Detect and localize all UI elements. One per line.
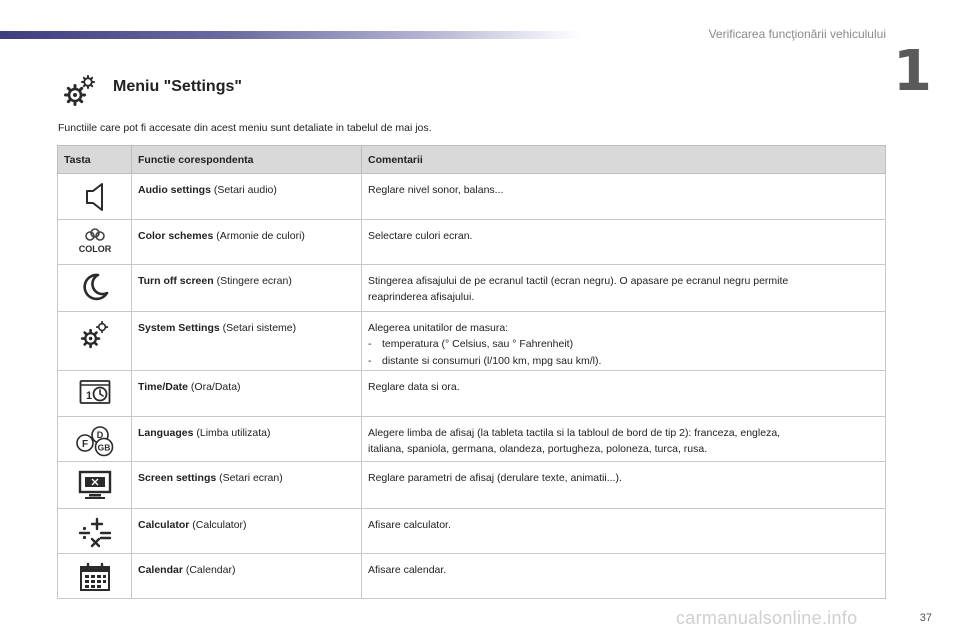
- table-row: [58, 265, 886, 312]
- function-name: Calculator: [138, 519, 190, 531]
- comment-text: Reglare data si ora.: [368, 381, 460, 393]
- function-name: Calendar: [138, 564, 183, 576]
- comment-text: Afisare calculator.: [368, 519, 451, 531]
- settings-table: [57, 145, 886, 599]
- language-label-gb: GB: [97, 442, 110, 453]
- language-label-f: F: [81, 439, 88, 450]
- function-translation: (Stingere ecran): [213, 275, 292, 287]
- comment-text: Reglare nivel sonor, balans...: [368, 184, 504, 196]
- intro-text: Functiile care pot fi accesate din acest meniu sunt detaliate in tabelul de mai jos.: [58, 122, 432, 134]
- table-row: [58, 220, 886, 265]
- function-name: Turn off screen: [138, 275, 214, 287]
- function-name-separator: /: [162, 381, 166, 393]
- page-number: 37: [919, 612, 932, 624]
- function-name: Color schemes: [138, 230, 214, 242]
- comment-text: italiana, spaniola, germana, olandeza, portugheza, poloneza, turca, rusa.: [368, 443, 708, 456]
- languages-icon: [75, 425, 115, 457]
- function-translation: (Setari audio): [210, 184, 277, 196]
- speaker-icon: [84, 182, 106, 212]
- comment-text: Reglare parametri de afisaj (derulare texte, animatii...).: [368, 472, 622, 484]
- list-item: - temperatura (° Celsius, sau ° Fahrenheit): [368, 338, 574, 351]
- function-name: System Settings: [138, 322, 220, 334]
- color-icon: [75, 228, 115, 254]
- language-label-d: D: [96, 430, 103, 440]
- comment-text: Alegerea unitatilor de masura:: [368, 322, 509, 334]
- function-translation: (Setari sisteme): [219, 322, 297, 334]
- section-title: Verificarea funcţionării vehiculului: [708, 27, 886, 41]
- function-name: Screen settings: [138, 472, 217, 484]
- table-row: [58, 509, 886, 554]
- table-row: [58, 554, 886, 599]
- function-translation: (Setari ecran): [216, 472, 283, 484]
- column-header-key: Tasta: [58, 146, 132, 174]
- chapter-number: 1: [893, 39, 932, 104]
- function-name: Audio settings: [138, 184, 211, 196]
- function-translation: (Ora/Data): [188, 381, 241, 393]
- comment-text: Alegere limba de afisaj (la tableta tactila si la tabloul de bord de tip 2): franceza, engleza,: [368, 427, 781, 439]
- watermark: carmanualsonline.info: [676, 608, 858, 628]
- table-header-row: [58, 146, 886, 174]
- table-row: [58, 371, 886, 417]
- comment-text: Afisare calendar.: [368, 564, 447, 576]
- comment-text: Stingerea afisajului de pe ecranul tactil (ecran negru). O apasare pe ecranul negru permite: [368, 275, 789, 287]
- list-item: - distante si consumuri (l/100 km, mpg sau km/l).: [368, 354, 602, 367]
- function-name: Languages: [138, 427, 194, 439]
- table-row: [58, 174, 886, 220]
- function-name-2: Date: [165, 381, 189, 393]
- function-translation: (Limba utilizata): [193, 427, 271, 439]
- function-translation: (Calendar): [182, 564, 236, 576]
- function-translation: (Armonie de culori): [213, 230, 305, 242]
- time-date-icon-label: 1: [85, 390, 92, 402]
- calendar-icon: [79, 562, 111, 592]
- header-bar: [0, 31, 580, 39]
- gears-icon: [80, 320, 110, 350]
- calculator-icon: [77, 517, 113, 549]
- comment-text: reaprinderea afisajului.: [368, 291, 475, 304]
- settings-gears-icon: [63, 74, 97, 108]
- time-date-icon: [79, 379, 111, 405]
- function-translation: (Calculator): [189, 519, 247, 531]
- moon-icon: [81, 273, 109, 301]
- page-title: Meniu "Settings": [113, 78, 242, 95]
- table-row: [58, 312, 886, 371]
- comment-text: Selectare culori ecran.: [368, 230, 473, 242]
- column-header-function: Functie corespondenta: [132, 146, 362, 174]
- screen-settings-icon: [78, 470, 112, 500]
- table-row: [58, 462, 886, 509]
- column-header-comment: Comentarii: [362, 146, 886, 174]
- table-row: [58, 417, 886, 462]
- color-icon-label: COLOR: [78, 244, 111, 254]
- function-name: Time: [138, 381, 163, 393]
